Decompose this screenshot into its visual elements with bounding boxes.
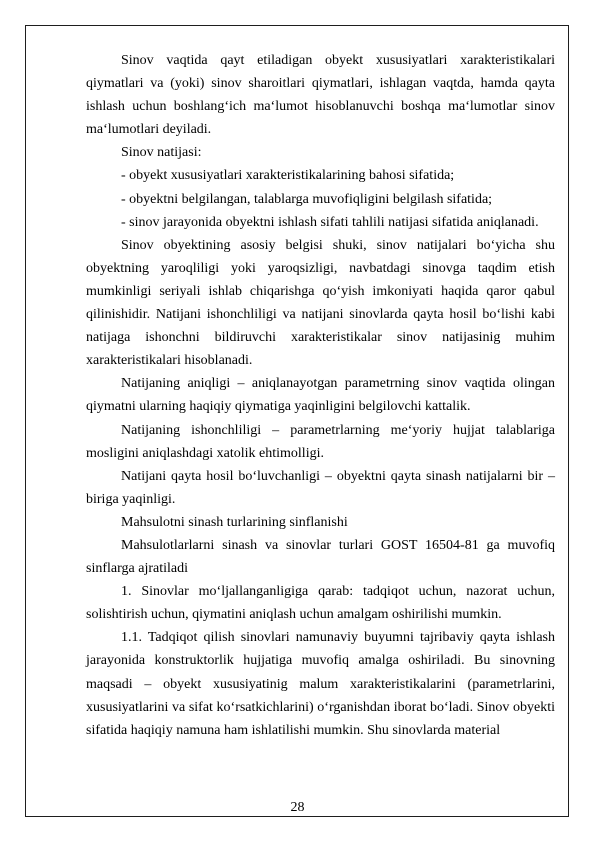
- section-heading: Mahsulotni sinash turlarining sinflanishi: [121, 514, 348, 530]
- page-number: 28: [290, 800, 305, 815]
- paragraph-research-tests: 1.1. Tadqiqot qilish sinovlari namunaviy buyumni tajribaviy qayta ishlash jarayonida konstruktorlik hujjatiga muvofiq amalga oshiriladi. Bu sinovning maqsadi – obyekt xususiyatinig malum xarakteristikalarini (parametrlarini, xususiyatlarini va sifat ko‘rsatkichlarini) o‘rganishdan iborat bo‘ladi. Sinov obyekti sifatida haqiqiy namuna ham ishlatilishi mumkin. Shu sinovlarda material: [86, 630, 555, 738]
- list-item: - obyektni belgilangan, talablarga muvofiqligini belgilash sifatida;: [121, 191, 493, 207]
- paragraph-reproducibility-definition: Natijani qayta hosil bo‘luvchanligi – obyektni qayta sinash natijalarni bir – biriga yaqinligi.: [86, 468, 555, 507]
- document-body: [86, 49, 555, 742]
- list-item: - sinov jarayonida obyektni ishlash sifati tahlili natijasi sifatida aniqlanadi.: [121, 214, 539, 230]
- paragraph-reliability-definition: Natijaning ishonchliligi – parametrlarning me‘yoriy hujjat talablariga mosligini aniqlashdagi xatolik ehtimolligi.: [86, 422, 555, 461]
- paragraph-test-result-heading: Sinov natijasi:: [121, 145, 202, 161]
- paragraph-test-data-definition: Sinov vaqtida qayt etiladigan obyekt xususiyatlari xarakteristikalari qiymatlari va (yoki) sinov sharoitlari qiymatlari, ishlagan vaqtda, hamda qayta ishlash uchun boshlang‘ich ma‘lumot hisoblanuvchi boshqa ma‘lumotlar sinov ma‘lumotlari deyiladi.: [86, 53, 555, 138]
- paragraph-test-purpose: 1. Sinovlar mo‘ljallanganligiga qarab: tadqiqot uchun, nazorat uchun, solishtirish uchun, qiymatini aniqlash uchun amalgam oshirilishi mumkin.: [86, 584, 555, 623]
- paragraph-main-feature: Sinov obyektining asosiy belgisi shuki, sinov natijalari bo‘yicha shu obyektning yaroqliligi yoki yaroqsizligi, navbatdagi sinovga taqdim etish mumkinligi seriyali ishlab chiqarishga qo‘yish imkoniyati haqida qaror qabul qilinishidir. Natijani ishonchliligi va natijani sinovlarda qayta hosil bo‘lishi kabi natijaga ishonchni bildiruvchi xarakteristikalar sinov natijasinig muhim xarakteristikalari hisoblanadi.: [86, 237, 555, 369]
- list-item: - obyekt xususiyatlari xarakteristikalarining bahosi sifatida;: [121, 168, 455, 184]
- paragraph-gost-classification: Mahsulotlarlarni sinash va sinovlar turlari GOST 16504-81 ga muvofiq sinflarga ajratiladi: [86, 537, 555, 577]
- paragraph-accuracy-definition: Natijaning aniqligi – aniqlanayotgan parametrning sinov vaqtida olingan qiymatni ularning haqiqiy qiymatiga yaqinligini belgilovchi kattalik.: [86, 376, 555, 415]
